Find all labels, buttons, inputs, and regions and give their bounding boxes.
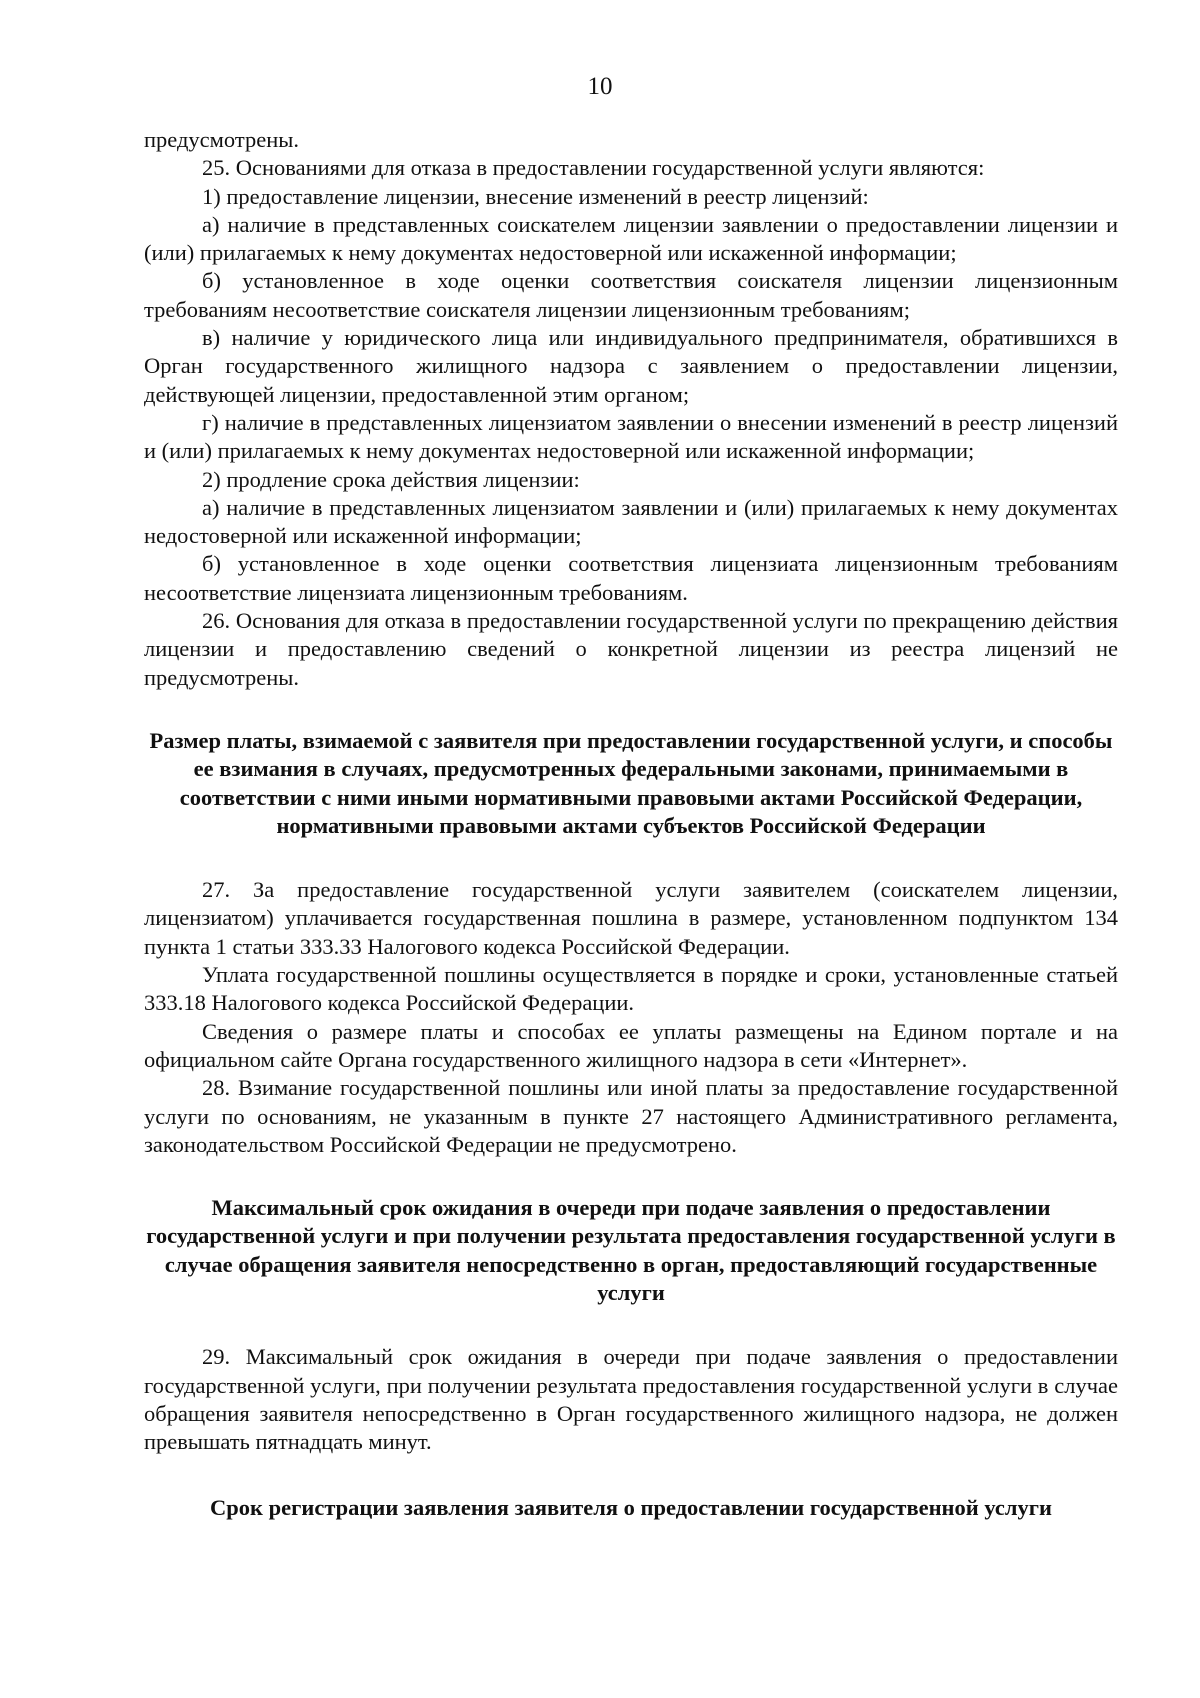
document-body xyxy=(144,126,1118,1523)
page-number: 10 xyxy=(587,73,613,100)
paragraph: Сведения о размере платы и способах ее уплаты размещены на Едином портале и на официальном сайте Органа государственного жилищного надзора в сети «Интернет». xyxy=(144,1018,1118,1072)
paragraph: 1) предоставление лицензии, внесение изменений в реестр лицензий: xyxy=(202,183,869,209)
paragraph: г) наличие в представленных лицензиатом заявлении о внесении изменений в реестр лицензий и (или) прилагаемых к нему документах недостоверной или искаженной информации; xyxy=(144,409,1118,464)
section-heading: Срок регистрации заявления заявителя о предоставлении государственной услуги xyxy=(210,1495,1052,1521)
paragraph: предусмотрены. xyxy=(144,127,299,152)
paragraph: Уплата государственной пошлины осуществляется в порядке и сроки, установленные статьей 333.18 Налогового кодекса Российской Федерации. xyxy=(144,962,1118,1016)
paragraph: б) установленное в ходе оценки соответствия соискателя лицензии лицензионным требованиям несоответствие соискателя лицензии лицензионным требованиям; xyxy=(144,268,1118,322)
paragraph: 2) продление срока действия лицензии: xyxy=(202,466,580,492)
paragraph: б) установленное в ходе оценки соответствия лицензиата лицензионным требованиям несоответствие лицензиата лицензионным требованиям. xyxy=(144,551,1118,605)
paragraph: а) наличие в представленных соискателем лицензии заявлении о предоставлении лицензии и (или) прилагаемых к нему документах недостоверной или искаженной информации; xyxy=(144,211,1118,266)
paragraph: а) наличие в представленных лицензиатом заявлении и (или) прилагаемых к нему документах недостоверной или искаженной информации; xyxy=(144,494,1118,549)
paragraph: 29. Максимальный срок ожидания в очереди при подаче заявления о предоставлении государственной услуги, при получении результата предоставления государственной услуги в случае обращения заявителя непосредственно в Орган государственного жилищного надзора, не должен превышать пятнадцать минут. xyxy=(144,1344,1118,1455)
section-heading: Максимальный срок ожидания в очереди при подаче заявления о предоставлении государственной услуги и при получении результата предоставления государственной услуги в случае обращения заявителя непосредственно в орган, предоставляющий государственные услуги xyxy=(146,1195,1116,1305)
paragraph: в) наличие у юридического лица или индивидуального предпринимателя, обратившихся в Орган государственного жилищного надзора с заявлением о предоставлении лицензии, действующей лицензии, предоставленной этим органом; xyxy=(144,325,1118,407)
paragraph: 27. За предоставление государственной услуги заявителем (соискателем лицензии, лицензиатом) уплачивается государственная пошлина в размере, установленном подпунктом 134 пункта 1 статьи 333.33 Налогового кодекса Российской Федерации. xyxy=(144,877,1118,959)
paragraph: 25. Основаниями для отказа в предоставлении государственной услуги являются: xyxy=(202,155,985,181)
paragraph: 26. Основания для отказа в предоставлении государственной услуги по прекращению действия лицензии и предоставлению сведений о конкретной лицензии из реестра лицензий не предусмотрены. xyxy=(144,608,1118,690)
section-heading: Размер платы, взимаемой с заявителя при предоставлении государственной услуги, и способы ее взимания в случаях, предусмотренных федеральными законами, принимаемыми в соответствии с ними иными нормативными правовыми актами Российской Федерации, нормативными правовыми актами субъектов Российской Федерации xyxy=(149,727,1113,838)
paragraph: 28. Взимание государственной пошлины или иной платы за предоставление государственной услуги по основаниям, не указанным в пункте 27 настоящего Административного регламента, законодательством Российской Федерации не предусмотрено. xyxy=(144,1075,1118,1157)
